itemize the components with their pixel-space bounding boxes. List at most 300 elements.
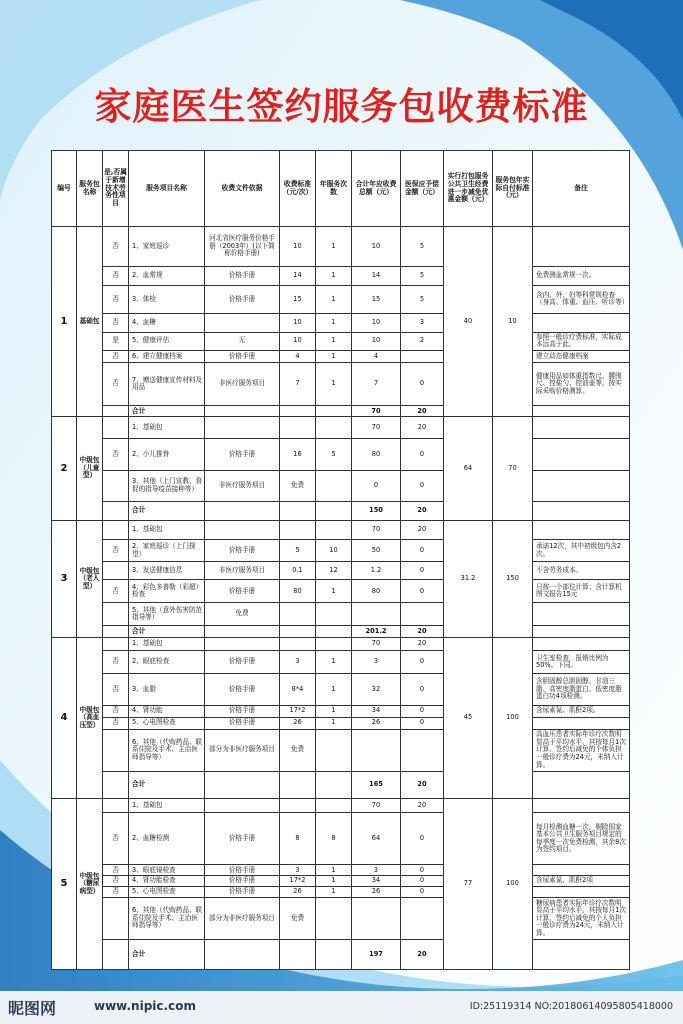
- cell-times: 5: [316, 439, 352, 471]
- cell-fee: 3: [280, 865, 316, 876]
- subtotal-label: 合计: [129, 406, 205, 417]
- fee-table-container: [51, 150, 629, 970]
- cell-fee: 26: [280, 717, 316, 729]
- cell-service-item: 4、彩色多普勒（彩超）检查: [129, 580, 205, 603]
- column-header: 年服务次数: [316, 151, 352, 227]
- cell-remark: 承诺12次，其中初级包内含2次。: [533, 540, 630, 562]
- cell-fee-basis: 河北省医疗服务价格手册（2003年）(以下简称价格手册): [205, 227, 280, 267]
- cell-new-item: 否: [103, 705, 129, 717]
- cell-self-pay: 150: [493, 520, 533, 637]
- cell-service-item: 5、心电图检查: [129, 887, 205, 898]
- cell-remark: [533, 406, 630, 417]
- table-row: [52, 898, 630, 940]
- cell-total: 70: [352, 799, 401, 813]
- cell-remark: 高血压患者实际年诊疗次数明显高于平均水平，其按每月1次计算，签约后减免的个体负担一般诊疗费为24元，未纳入计算。: [533, 729, 630, 771]
- cell-times: 1: [316, 362, 352, 406]
- cell-times: 1: [316, 674, 352, 706]
- cell-fee-basis: [205, 520, 280, 540]
- cell-fee-basis: [205, 638, 280, 651]
- cell-fee: [280, 603, 316, 626]
- cell-self-pay: 100: [493, 638, 533, 799]
- cell-times: 1: [316, 865, 352, 876]
- cell-total: 1.2: [352, 562, 401, 580]
- cell-fee: 10: [280, 227, 316, 267]
- cell-service-item: 2、眼底检查: [129, 651, 205, 674]
- cell-times: 1: [316, 876, 352, 887]
- cell-fee: 8*4: [280, 674, 316, 706]
- cell-fee-basis: [205, 502, 280, 520]
- table-row: [52, 705, 630, 717]
- cell-times: [316, 898, 352, 940]
- subtotal-row: [52, 406, 630, 417]
- cell-service-item: 4、血糖: [129, 314, 205, 332]
- cell-new-item: [103, 520, 129, 540]
- cell-fee-basis: 价格手册: [205, 651, 280, 674]
- cell-total: 80: [352, 580, 401, 603]
- subtotal-insurance: 20: [401, 626, 444, 638]
- cell-remark: [533, 638, 630, 651]
- cell-total: [352, 729, 401, 771]
- cell-total: 80: [352, 439, 401, 471]
- cell-service-item: 5、健康评估: [129, 332, 205, 350]
- cell-fee: 免费: [280, 470, 316, 502]
- cell-fee-basis: 非医疗服务项目: [205, 362, 280, 406]
- cell-new-item: 否: [103, 865, 129, 876]
- package-name: 中级包（老人型）: [77, 520, 103, 637]
- cell-new-item: [103, 406, 129, 417]
- cell-total: 4: [352, 350, 401, 362]
- cell-new-item: 否: [103, 285, 129, 313]
- column-header: 是,否属于新增技术劳务性项目: [103, 151, 129, 227]
- subtotal-total: 165: [352, 771, 401, 798]
- cell-new-item: 否: [103, 580, 129, 603]
- cell-fee: 免费: [280, 729, 316, 771]
- cell-new-item: [103, 417, 129, 439]
- cell-new-item: [103, 771, 129, 798]
- cell-fee: 10: [280, 314, 316, 332]
- cell-self-pay: 100: [493, 799, 533, 970]
- table-row: [52, 417, 630, 439]
- cell-insurance: 5: [401, 227, 444, 267]
- cell-remark: [533, 771, 630, 798]
- cell-fee-basis: [205, 799, 280, 813]
- cell-service-item: 5、其他（意外伤害防范指导等）: [129, 603, 205, 626]
- cell-remark: [533, 439, 630, 471]
- cell-fee: 26: [280, 887, 316, 898]
- cell-remark: 含尿素氮、肌酐2项。: [533, 705, 630, 717]
- package-name: 中级包（糖尿病型）: [77, 799, 103, 970]
- subtotal-insurance: 20: [401, 406, 444, 417]
- cell-insurance: 3: [401, 314, 444, 332]
- cell-insurance: 0: [401, 887, 444, 898]
- cell-service-item: 2、家庭巡诊（上门探望）: [129, 540, 205, 562]
- table-row: [52, 717, 630, 729]
- table-row: [52, 813, 630, 865]
- cell-fee: 17*2: [280, 876, 316, 887]
- table-row: [52, 799, 630, 813]
- cell-remark: [533, 887, 630, 898]
- cell-fee-basis: 价格手册: [205, 674, 280, 706]
- cell-fee-basis: [205, 314, 280, 332]
- subtotal-total: 201.2: [352, 626, 401, 638]
- subtotal-total: 70: [352, 406, 401, 417]
- cell-new-item: 否: [103, 439, 129, 471]
- cell-total: 15: [352, 285, 401, 313]
- cell-insurance: 0: [401, 540, 444, 562]
- cell-times: [316, 799, 352, 813]
- table-row: [52, 350, 630, 362]
- cell-remark: [533, 603, 630, 626]
- table-row: [52, 729, 630, 771]
- cell-fee: 10: [280, 332, 316, 350]
- subtotal-row: [52, 502, 630, 520]
- cell-insurance: 20: [401, 417, 444, 439]
- subtotal-row: [52, 940, 630, 970]
- package-number: 1: [52, 227, 77, 417]
- table-row: [52, 227, 630, 267]
- watermark-site: www.nipic.com: [94, 999, 196, 1013]
- package-number: 2: [52, 417, 77, 520]
- cell-fee-basis: 价格手册: [205, 876, 280, 887]
- column-header: 收费标准（元/次）: [280, 151, 316, 227]
- cell-self-pay: 70: [493, 417, 533, 520]
- cell-times: [316, 406, 352, 417]
- subtotal-label: 合计: [129, 502, 205, 520]
- cell-total: 34: [352, 705, 401, 717]
- cell-insurance: [401, 729, 444, 771]
- cell-fee-basis: 部分为非医疗服务项目: [205, 898, 280, 940]
- cell-new-item: 否: [103, 314, 129, 332]
- cell-insurance: 5: [401, 285, 444, 313]
- cell-service-item: 3、体检: [129, 285, 205, 313]
- cell-fee-basis: 价格手册: [205, 439, 280, 471]
- cell-fee-basis: 价格手册: [205, 887, 280, 898]
- cell-fee: 4: [280, 350, 316, 362]
- cell-fee-basis: [205, 406, 280, 417]
- cell-new-item: 否: [103, 813, 129, 865]
- column-header: 服务项目名称: [129, 151, 205, 227]
- cell-fee-basis: 无: [205, 332, 280, 350]
- cell-fee-basis: [205, 626, 280, 638]
- cell-insurance: 0: [401, 813, 444, 865]
- cell-insurance: [401, 603, 444, 626]
- cell-fee: 7: [280, 362, 316, 406]
- cell-new-item: 否: [103, 876, 129, 887]
- cell-new-item: [103, 502, 129, 520]
- cell-fee-basis: [205, 417, 280, 439]
- subtotal-label: 合计: [129, 626, 205, 638]
- table-row: [52, 267, 630, 285]
- cell-insurance: 0: [401, 717, 444, 729]
- cell-new-item: 否: [103, 887, 129, 898]
- column-header: 服务包名称: [77, 151, 103, 227]
- subtotal-total: 197: [352, 940, 401, 970]
- cell-service-item: 1、基础包: [129, 520, 205, 540]
- cell-total: 10: [352, 227, 401, 267]
- cell-times: 1: [316, 705, 352, 717]
- cell-discount: 77: [444, 799, 493, 970]
- cell-remark: 只按一个部位计算；含计算机图文报告15元: [533, 580, 630, 603]
- cell-total: [352, 603, 401, 626]
- cell-insurance: 5: [401, 267, 444, 285]
- column-header: 收费文件依据: [205, 151, 280, 227]
- cell-new-item: [103, 603, 129, 626]
- cell-fee: 15: [280, 285, 316, 313]
- cell-service-item: 6、其他（代购药品、联系住院及手术、主治医师指导等）: [129, 729, 205, 771]
- table-row: [52, 580, 630, 603]
- subtotal-insurance: 20: [401, 940, 444, 970]
- table-row: [52, 470, 630, 502]
- cell-fee: [280, 502, 316, 520]
- table-row: [52, 887, 630, 898]
- cell-fee: 3: [280, 651, 316, 674]
- cell-fee-basis: 价格手册: [205, 865, 280, 876]
- cell-discount: 45: [444, 638, 493, 799]
- cell-insurance: [401, 898, 444, 940]
- cell-remark: 每月检测血糖一次，剔除国家基本公共卫生服务项目规定的每季度一次免费检测，其余8次为签约项目。: [533, 813, 630, 865]
- column-header: 实行打包服务公共卫生经费进一步减免优惠金额（元）: [444, 151, 493, 227]
- subtotal-label: 合计: [129, 771, 205, 798]
- column-header: 编号: [52, 151, 77, 227]
- subtotal-total: 150: [352, 502, 401, 520]
- cell-service-item: 2、小儿推脊: [129, 439, 205, 471]
- cell-fee-basis: 价格手册: [205, 267, 280, 285]
- cell-service-item: 3、其他（上门宣教、督促的指导疫苗接种等）: [129, 470, 205, 502]
- cell-remark: 含胆固醇总胆固醇、甘油三脂、高密度脂蛋白、低密度脂蛋白功4项检测。: [533, 674, 630, 706]
- cell-service-item: 3、眼底镜检查: [129, 865, 205, 876]
- cell-times: [316, 771, 352, 798]
- cell-fee: 80: [280, 580, 316, 603]
- cell-fee: [280, 406, 316, 417]
- watermark-logo: 昵图网: [8, 999, 57, 1018]
- cell-new-item: 否: [103, 674, 129, 706]
- cell-times: 1: [316, 332, 352, 350]
- cell-times: [316, 940, 352, 970]
- cell-service-item: 2、血糖检测: [129, 813, 205, 865]
- cell-remark: [533, 227, 630, 267]
- cell-total: 3: [352, 651, 401, 674]
- cell-total: 7: [352, 362, 401, 406]
- table-row: [52, 562, 630, 580]
- cell-total: 14: [352, 267, 401, 285]
- cell-remark: [533, 470, 630, 502]
- table-header-row: [52, 151, 630, 227]
- cell-service-item: 1、家庭巡诊: [129, 227, 205, 267]
- cell-fee-basis: 价格手册: [205, 350, 280, 362]
- cell-insurance: 0: [401, 705, 444, 717]
- cell-new-item: 否: [103, 227, 129, 267]
- cell-remark: [533, 502, 630, 520]
- cell-fee: 16: [280, 439, 316, 471]
- cell-fee-basis: 部分为非医疗服务项目: [205, 729, 280, 771]
- cell-remark: [533, 865, 630, 876]
- cell-remark: [533, 717, 630, 729]
- cell-service-item: 4、肾功能: [129, 705, 205, 717]
- cell-total: 50: [352, 540, 401, 562]
- cell-remark: 糖尿病患者实际年诊疗次数明显高于平均水平，其按每月1次计算，签约后减免的个人负担一般诊疗费为24元，未纳入计算。: [533, 898, 630, 940]
- cell-insurance: 20: [401, 799, 444, 813]
- cell-fee-basis: 价格手册: [205, 285, 280, 313]
- cell-times: 1: [316, 887, 352, 898]
- cell-new-item: [103, 638, 129, 651]
- cell-fee-basis: 价格手册: [205, 705, 280, 717]
- cell-fee-basis: 非医疗服务项目: [205, 470, 280, 502]
- image-id-text: ID:25119314 NO:20180614095805418000: [469, 1001, 673, 1012]
- cell-fee-basis: 价格手册: [205, 717, 280, 729]
- package-name: 中级包（儿童型）: [77, 417, 103, 520]
- table-row: [52, 651, 630, 674]
- cell-total: 26: [352, 887, 401, 898]
- cell-fee-basis: 免费: [205, 603, 280, 626]
- cell-fee: 8: [280, 813, 316, 865]
- table-row: [52, 638, 630, 651]
- cell-fee-basis: [205, 771, 280, 798]
- column-header: 合计年应收费总额（元）: [352, 151, 401, 227]
- cell-new-item: [103, 729, 129, 771]
- cell-remark: [533, 799, 630, 813]
- cell-insurance: [401, 350, 444, 362]
- cell-times: 1: [316, 717, 352, 729]
- cell-new-item: [103, 470, 129, 502]
- cell-total: [352, 898, 401, 940]
- cell-remark: [533, 940, 630, 970]
- cell-insurance: 0: [401, 651, 444, 674]
- subtotal-insurance: 20: [401, 771, 444, 798]
- cell-fee: 14: [280, 267, 316, 285]
- column-header: 服务包年实际自付标准（元）: [493, 151, 533, 227]
- cell-service-item: 3、血脂: [129, 674, 205, 706]
- package-number: 3: [52, 520, 77, 637]
- cell-new-item: [103, 940, 129, 970]
- cell-fee: [280, 520, 316, 540]
- cell-insurance: 0: [401, 580, 444, 603]
- cell-times: 1: [316, 651, 352, 674]
- cell-service-item: 2、血常规: [129, 267, 205, 285]
- cell-insurance: 20: [401, 638, 444, 651]
- table-row: [52, 865, 630, 876]
- table-row: [52, 314, 630, 332]
- cell-insurance: 0: [401, 876, 444, 887]
- cell-remark: 免费测血常规一次。: [533, 267, 630, 285]
- cell-remark: [533, 520, 630, 540]
- cell-service-item: 3、发送健康信息: [129, 562, 205, 580]
- table-row: [52, 540, 630, 562]
- table-row: [52, 520, 630, 540]
- cell-remark: [533, 417, 630, 439]
- cell-times: [316, 638, 352, 651]
- cell-self-pay: 10: [493, 227, 533, 417]
- cell-new-item: [103, 626, 129, 638]
- cell-insurance: 0: [401, 439, 444, 471]
- cell-new-item: 是: [103, 332, 129, 350]
- cell-fee: 17*2: [280, 705, 316, 717]
- fee-table: [51, 150, 630, 970]
- cell-remark: 含内、外、妇等科常规检查（身高、体重、血压、听诊等）: [533, 285, 630, 313]
- cell-insurance: 0: [401, 865, 444, 876]
- column-header: 医保应予偿金额（元）: [401, 151, 444, 227]
- cell-times: 1: [316, 267, 352, 285]
- cell-insurance: 20: [401, 520, 444, 540]
- cell-discount: 31.2: [444, 520, 493, 637]
- cell-new-item: 否: [103, 717, 129, 729]
- cell-insurance: 2: [401, 332, 444, 350]
- cell-fee: [280, 417, 316, 439]
- column-header: 备注: [533, 151, 630, 227]
- table-row: [52, 674, 630, 706]
- cell-remark: 参照一般诊疗费标准，实际成本远高于此。: [533, 332, 630, 350]
- cell-fee-basis: 价格手册: [205, 580, 280, 603]
- table-body: [52, 227, 630, 970]
- cell-total: 70: [352, 417, 401, 439]
- cell-insurance: 0: [401, 674, 444, 706]
- table-row: [52, 876, 630, 887]
- cell-service-item: 6、建立健康档案: [129, 350, 205, 362]
- cell-remark: 健康用品如体重指数尺、腰围尺、控盐勺、控油壶等，按实际采购价格测算。: [533, 362, 630, 406]
- cell-remark: 建立动态健康档案: [533, 350, 630, 362]
- package-name: 中级包（高血压型）: [77, 638, 103, 799]
- cell-fee: [280, 638, 316, 651]
- subtotal-label: 合计: [129, 940, 205, 970]
- cell-new-item: 否: [103, 651, 129, 674]
- cell-new-item: 否: [103, 540, 129, 562]
- cell-times: [316, 417, 352, 439]
- cell-times: [316, 603, 352, 626]
- cell-remark: 不含劳务成本。: [533, 562, 630, 580]
- table-row: [52, 439, 630, 471]
- cell-times: 10: [316, 540, 352, 562]
- cell-service-item: 1、基础包: [129, 638, 205, 651]
- cell-service-item: 1、基础包: [129, 799, 205, 813]
- cell-fee-basis: [205, 940, 280, 970]
- subtotal-row: [52, 626, 630, 638]
- table-row: [52, 285, 630, 313]
- cell-fee: 0.1: [280, 562, 316, 580]
- cell-times: 1: [316, 350, 352, 362]
- cell-new-item: [103, 562, 129, 580]
- cell-discount: 64: [444, 417, 493, 520]
- cell-total: 70: [352, 638, 401, 651]
- table-row: [52, 332, 630, 350]
- cell-times: 1: [316, 227, 352, 267]
- cell-service-item: 7、赠送健康宣传材料及用品: [129, 362, 205, 406]
- cell-total: 0: [352, 470, 401, 502]
- package-number: 4: [52, 638, 77, 799]
- cell-times: [316, 520, 352, 540]
- cell-remark: [533, 314, 630, 332]
- cell-service-item: 4、肾功能检查: [129, 876, 205, 887]
- cell-total: 3: [352, 865, 401, 876]
- cell-total: 34: [352, 876, 401, 887]
- subtotal-row: [52, 771, 630, 798]
- cell-remark: [533, 626, 630, 638]
- cell-total: 64: [352, 813, 401, 865]
- cell-remark: 卫生室检查，报销比例为50%。下同。: [533, 651, 630, 674]
- cell-remark: 含尿素氮、肌酐2项: [533, 876, 630, 887]
- cell-total: 10: [352, 314, 401, 332]
- cell-fee: 免费: [280, 898, 316, 940]
- package-name: 基础包: [77, 227, 103, 417]
- cell-insurance: 0: [401, 470, 444, 502]
- package-number: 5: [52, 799, 77, 970]
- cell-fee-basis: 价格手册: [205, 540, 280, 562]
- page-title: 家庭医生签约服务包收费标准: [94, 85, 589, 128]
- cell-times: [316, 470, 352, 502]
- cell-times: [316, 502, 352, 520]
- cell-total: 70: [352, 520, 401, 540]
- cell-insurance: 0: [401, 562, 444, 580]
- cell-total: 32: [352, 674, 401, 706]
- cell-fee: [280, 771, 316, 798]
